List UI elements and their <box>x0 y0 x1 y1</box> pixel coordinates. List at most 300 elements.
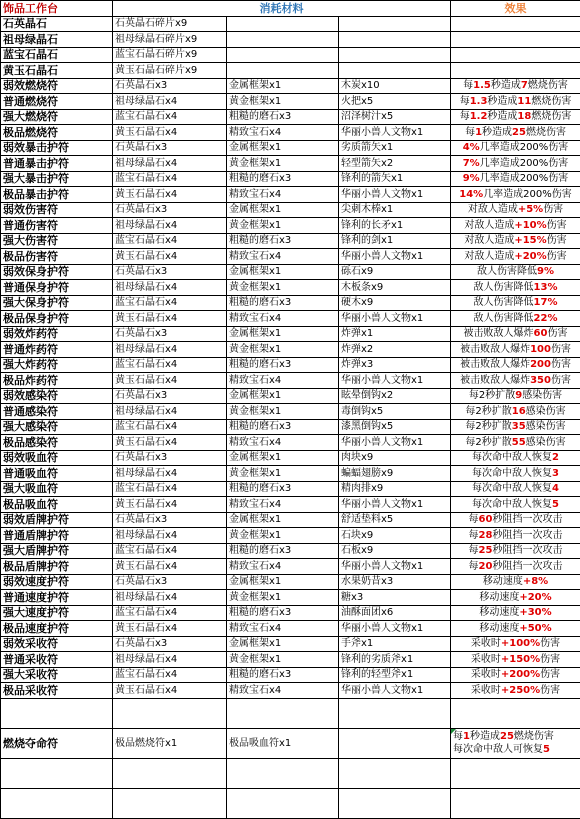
effect-cell[interactable] <box>451 218 580 234</box>
material-2[interactable]: 精致宝石x4 <box>227 497 339 513</box>
effect-cell[interactable] <box>451 512 580 528</box>
table-row <box>1 543 580 559</box>
item-name[interactable]: 极品速度护符 <box>1 621 113 637</box>
material-1[interactable]: 祖母绿晶石x4 <box>113 590 227 606</box>
material-3[interactable] <box>339 32 451 48</box>
effect-cell[interactable] <box>451 373 580 389</box>
material-1[interactable]: 黄玉石晶石x4 <box>113 125 227 141</box>
material-3[interactable]: 华丽小兽人文物x1 <box>339 249 451 265</box>
material-3[interactable]: 石板x9 <box>339 543 451 559</box>
material-2[interactable]: 精致宝石x4 <box>227 125 339 141</box>
material-3[interactable]: 华丽小兽人文物x1 <box>339 621 451 637</box>
effect-text: 秒造成 <box>482 127 512 138</box>
item-name[interactable]: 普通盾牌护符 <box>1 528 113 544</box>
material-1[interactable]: 蓝宝石晶石x4 <box>113 109 227 125</box>
material-2[interactable]: 精致宝石x4 <box>227 435 339 451</box>
table-row <box>1 404 580 420</box>
effect-value: 200 <box>530 359 551 370</box>
material-3[interactable]: 木板条x9 <box>339 280 451 296</box>
item-name[interactable]: 强大伤害符 <box>1 233 113 249</box>
item-name[interactable]: 极品炸药符 <box>1 373 113 389</box>
table-row <box>1 202 580 218</box>
effect-cell[interactable] <box>451 388 580 404</box>
item-name[interactable]: 普通炸药符 <box>1 342 113 358</box>
effect-cell[interactable] <box>451 404 580 420</box>
table-row <box>1 373 580 389</box>
item-name[interactable]: 弱效燃烧符 <box>1 78 113 94</box>
material-3[interactable]: 华丽小兽人文物x1 <box>339 125 451 141</box>
empty-cell[interactable] <box>113 788 227 818</box>
item-name[interactable]: 普通感染符 <box>1 404 113 420</box>
material-3[interactable]: 火把x5 <box>339 94 451 110</box>
effect-line <box>453 743 578 756</box>
item-name[interactable]: 普通速度护符 <box>1 590 113 606</box>
item-name[interactable]: 极品伤害符 <box>1 249 113 265</box>
material-3[interactable]: 木炭x10 <box>339 78 451 94</box>
material-2[interactable]: 粗糙的磨石x3 <box>227 109 339 125</box>
item-name[interactable]: 强大盾牌护符 <box>1 543 113 559</box>
effect-text: 每次命中敌人恢复 <box>472 483 552 494</box>
item-name[interactable]: 极品盾牌护符 <box>1 559 113 575</box>
effect-text: 对敌人造成 <box>464 235 514 246</box>
table-row <box>1 435 580 451</box>
material-2[interactable]: 金属框架x1 <box>227 574 339 590</box>
table-row <box>1 94 580 110</box>
effect-cell[interactable] <box>451 16 580 32</box>
effect-cell[interactable] <box>451 342 580 358</box>
material-2[interactable]: 精致宝石x4 <box>227 187 339 203</box>
header-materials[interactable]: 消耗材料 <box>113 1 451 17</box>
effect-cell[interactable] <box>451 728 580 758</box>
effect-text: 移动速度 <box>479 592 519 603</box>
material-2[interactable]: 黄金框架x1 <box>227 528 339 544</box>
effect-text: 伤害 <box>540 669 560 680</box>
effect-cell[interactable] <box>451 156 580 172</box>
effect-cell[interactable] <box>451 47 580 63</box>
material-1[interactable]: 祖母绿晶石x4 <box>113 218 227 234</box>
material-1[interactable]: 黄玉石晶石x4 <box>113 559 227 575</box>
material-3[interactable] <box>339 16 451 32</box>
material-3[interactable]: 漆黑倒钩x5 <box>339 419 451 435</box>
item-name[interactable]: 强大感染符 <box>1 419 113 435</box>
effect-cell[interactable] <box>451 667 580 683</box>
item-name[interactable]: 普通伤害符 <box>1 218 113 234</box>
material-1[interactable]: 祖母绿晶石碎片x9 <box>113 32 227 48</box>
material-3[interactable]: 石块x9 <box>339 528 451 544</box>
effect-text: 每 <box>469 545 479 556</box>
material-1[interactable]: 极品燃烧符x1 <box>113 728 227 758</box>
material-3[interactable]: 锋利的轻型斧x1 <box>339 667 451 683</box>
material-1[interactable]: 祖母绿晶石x4 <box>113 528 227 544</box>
material-2[interactable] <box>227 47 339 63</box>
material-2[interactable]: 粗糙的磨石x3 <box>227 295 339 311</box>
effect-text: 移动速度 <box>479 607 519 618</box>
effect-cell[interactable] <box>451 559 580 575</box>
material-2[interactable]: 黄金框架x1 <box>227 466 339 482</box>
item-name[interactable]: 普通采收符 <box>1 652 113 668</box>
item-name[interactable]: 强大吸血符 <box>1 481 113 497</box>
effect-cell[interactable] <box>451 621 580 637</box>
material-1[interactable]: 祖母绿晶石x4 <box>113 466 227 482</box>
blank-row <box>1 788 580 818</box>
empty-cell[interactable] <box>1 788 113 818</box>
item-name[interactable]: 极品感染符 <box>1 435 113 451</box>
effect-cell[interactable] <box>451 435 580 451</box>
material-2[interactable]: 精致宝石x4 <box>227 373 339 389</box>
material-3[interactable]: 油酥面团x6 <box>339 605 451 621</box>
material-2[interactable]: 精致宝石x4 <box>227 559 339 575</box>
material-3[interactable]: 精肉排x9 <box>339 481 451 497</box>
effect-text: 敌人伤害降低 <box>474 297 534 308</box>
material-2[interactable]: 金属框架x1 <box>227 326 339 342</box>
effect-cell[interactable] <box>451 683 580 699</box>
material-1[interactable]: 蓝宝石晶石x4 <box>113 233 227 249</box>
material-2[interactable]: 黄金框架x1 <box>227 156 339 172</box>
material-1[interactable]: 石英晶石x3 <box>113 636 227 652</box>
item-name[interactable]: 弱效保身护符 <box>1 264 113 280</box>
effect-cell[interactable] <box>451 171 580 187</box>
material-3[interactable]: 水果奶昔x3 <box>339 574 451 590</box>
material-3[interactable]: 华丽小兽人文物x1 <box>339 683 451 699</box>
effect-text: 每 <box>465 127 475 138</box>
effect-cell[interactable] <box>451 590 580 606</box>
material-3[interactable]: 华丽小兽人文物x1 <box>339 311 451 327</box>
material-2[interactable]: 粗糙的磨石x3 <box>227 419 339 435</box>
item-name[interactable]: 极品保身护符 <box>1 311 113 327</box>
material-1[interactable]: 蓝宝石晶石x4 <box>113 295 227 311</box>
item-name[interactable]: 强大采收符 <box>1 667 113 683</box>
material-2[interactable]: 黄金框架x1 <box>227 218 339 234</box>
effect-cell[interactable] <box>451 357 580 373</box>
material-3[interactable]: 劣质箭矢x1 <box>339 140 451 156</box>
effect-text: 伤害 <box>540 654 560 665</box>
effect-cell[interactable] <box>451 481 580 497</box>
material-1[interactable]: 黄玉石晶石x4 <box>113 435 227 451</box>
table-row <box>1 156 580 172</box>
material-2[interactable]: 极品吸血符x1 <box>227 728 339 758</box>
empty-cell[interactable] <box>227 698 339 728</box>
empty-cell[interactable] <box>1 698 113 728</box>
effect-cell[interactable] <box>451 109 580 125</box>
item-name[interactable]: 弱效速度护符 <box>1 574 113 590</box>
item-name[interactable]: 极品吸血符 <box>1 497 113 513</box>
material-2[interactable]: 粗糙的磨石x3 <box>227 481 339 497</box>
table-row <box>1 652 580 668</box>
material-2[interactable]: 金属框架x1 <box>227 636 339 652</box>
material-3[interactable]: 尖刺木棒x1 <box>339 202 451 218</box>
material-2[interactable]: 黄金框架x1 <box>227 652 339 668</box>
material-1[interactable]: 祖母绿晶石x4 <box>113 652 227 668</box>
empty-cell[interactable] <box>227 788 339 818</box>
effect-text: 每2秒扩散 <box>465 421 511 432</box>
effect-cell[interactable] <box>451 574 580 590</box>
material-1[interactable]: 蓝宝石晶石x4 <box>113 357 227 373</box>
effect-value: 1.2 <box>470 111 488 122</box>
effect-cell[interactable] <box>451 636 580 652</box>
effect-text: 秒阻挡一次攻击 <box>492 514 562 525</box>
material-1[interactable]: 黄玉石晶石x4 <box>113 683 227 699</box>
item-name[interactable]: 强大保身护符 <box>1 295 113 311</box>
effect-value: 5 <box>543 744 550 755</box>
effect-cell[interactable] <box>451 311 580 327</box>
item-name[interactable]: 石英晶石 <box>1 16 113 32</box>
effect-cell[interactable] <box>451 466 580 482</box>
material-1[interactable]: 石英晶石x3 <box>113 264 227 280</box>
material-3[interactable]: 华丽小兽人文物x1 <box>339 435 451 451</box>
effect-cell[interactable] <box>451 326 580 342</box>
material-2[interactable]: 粗糙的磨石x3 <box>227 357 339 373</box>
empty-cell[interactable] <box>339 698 451 728</box>
table-row <box>1 621 580 637</box>
table-row <box>1 125 580 141</box>
table-row <box>1 512 580 528</box>
material-2[interactable]: 粗糙的磨石x3 <box>227 233 339 249</box>
material-2[interactable] <box>227 32 339 48</box>
material-2[interactable]: 黄金框架x1 <box>227 342 339 358</box>
material-1[interactable]: 蓝宝石晶石x4 <box>113 171 227 187</box>
effect-value: +200% <box>501 669 540 680</box>
material-1[interactable]: 祖母绿晶石x4 <box>113 404 227 420</box>
table-row <box>1 636 580 652</box>
effect-text: 秒造成 <box>487 111 517 122</box>
material-2[interactable]: 金属框架x1 <box>227 264 339 280</box>
empty-cell[interactable] <box>113 698 227 728</box>
material-1[interactable]: 黄玉石晶石x4 <box>113 621 227 637</box>
material-3[interactable]: 华丽小兽人文物x1 <box>339 497 451 513</box>
material-3[interactable] <box>339 728 451 758</box>
material-3[interactable]: 硬木x9 <box>339 295 451 311</box>
item-name[interactable]: 强大暴击护符 <box>1 171 113 187</box>
material-3[interactable]: 砾石x9 <box>339 264 451 280</box>
item-name[interactable]: 强大燃烧符 <box>1 109 113 125</box>
material-3[interactable]: 蝙蝠翅膀x9 <box>339 466 451 482</box>
material-2[interactable]: 黄金框架x1 <box>227 280 339 296</box>
effect-cell[interactable] <box>451 187 580 203</box>
item-name[interactable]: 燃烧夺命符 <box>1 728 113 758</box>
material-2[interactable]: 粗糙的磨石x3 <box>227 605 339 621</box>
material-2[interactable] <box>227 16 339 32</box>
item-name[interactable]: 极品燃烧符 <box>1 125 113 141</box>
material-3[interactable]: 锋利的箭矢x1 <box>339 171 451 187</box>
effect-cell[interactable] <box>451 295 580 311</box>
material-3[interactable]: 肉块x9 <box>339 450 451 466</box>
material-2[interactable]: 黄金框架x1 <box>227 94 339 110</box>
material-3[interactable]: 手斧x1 <box>339 636 451 652</box>
table-row <box>1 326 580 342</box>
empty-cell[interactable] <box>113 758 227 788</box>
effect-cell[interactable] <box>451 419 580 435</box>
material-2[interactable]: 粗糙的磨石x3 <box>227 667 339 683</box>
material-3[interactable]: 炸弹x3 <box>339 357 451 373</box>
table-row <box>1 357 580 373</box>
material-1[interactable]: 蓝宝石晶石x4 <box>113 605 227 621</box>
material-2[interactable] <box>227 63 339 79</box>
effect-value: 1.5 <box>473 80 491 91</box>
material-2[interactable]: 金属框架x1 <box>227 388 339 404</box>
empty-cell[interactable] <box>227 758 339 788</box>
empty-cell[interactable] <box>451 788 580 818</box>
header-row <box>1 1 580 17</box>
item-name[interactable]: 极品采收符 <box>1 683 113 699</box>
material-2[interactable]: 精致宝石x4 <box>227 621 339 637</box>
item-name[interactable]: 强大炸药符 <box>1 357 113 373</box>
item-name[interactable]: 弱效伤害符 <box>1 202 113 218</box>
effect-cell[interactable] <box>451 233 580 249</box>
effect-cell[interactable] <box>451 125 580 141</box>
material-3[interactable]: 锋利的长矛x1 <box>339 218 451 234</box>
material-1[interactable]: 黄玉石晶石x4 <box>113 497 227 513</box>
item-name[interactable]: 弱效感染符 <box>1 388 113 404</box>
item-name[interactable]: 普通保身护符 <box>1 280 113 296</box>
material-3[interactable]: 毒倒钩x5 <box>339 404 451 420</box>
effect-cell[interactable] <box>451 94 580 110</box>
table-row <box>1 218 580 234</box>
item-name[interactable]: 弱效采收符 <box>1 636 113 652</box>
material-1[interactable]: 祖母绿晶石x4 <box>113 94 227 110</box>
empty-cell[interactable] <box>451 758 580 788</box>
item-name[interactable]: 强大速度护符 <box>1 605 113 621</box>
material-3[interactable]: 沼泽树汁x5 <box>339 109 451 125</box>
material-3[interactable]: 炸弹x2 <box>339 342 451 358</box>
effect-cell[interactable] <box>451 450 580 466</box>
material-3[interactable]: 炸弹x1 <box>339 326 451 342</box>
material-1[interactable]: 祖母绿晶石x4 <box>113 156 227 172</box>
table-row <box>1 187 580 203</box>
effect-text: 燃烧伤害 <box>531 111 571 122</box>
material-2[interactable]: 金属框架x1 <box>227 202 339 218</box>
effect-text: 采收时 <box>471 685 501 696</box>
item-name[interactable]: 蓝宝石晶石 <box>1 47 113 63</box>
material-1[interactable]: 蓝宝石晶石碎片x9 <box>113 47 227 63</box>
item-name[interactable]: 弱效吸血符 <box>1 450 113 466</box>
table-row <box>1 16 580 32</box>
table-row <box>1 481 580 497</box>
effect-value: 9 <box>515 390 522 401</box>
material-3[interactable]: 华丽小兽人文物x1 <box>339 187 451 203</box>
effect-text: 燃烧伤害 <box>531 96 571 107</box>
material-3[interactable]: 舒适垫料x5 <box>339 512 451 528</box>
material-2[interactable]: 精致宝石x4 <box>227 683 339 699</box>
material-1[interactable]: 石英晶石x3 <box>113 388 227 404</box>
effect-text: 每 <box>453 731 463 742</box>
effect-text: 伤害 <box>547 220 567 231</box>
material-1[interactable]: 祖母绿晶石x4 <box>113 280 227 296</box>
effect-cell[interactable] <box>451 264 580 280</box>
empty-cell[interactable] <box>451 698 580 728</box>
material-1[interactable]: 黄玉石晶石碎片x9 <box>113 63 227 79</box>
effect-text: 秒阻挡一次攻击 <box>492 530 562 541</box>
header-effect[interactable]: 效果 <box>451 1 580 17</box>
material-1[interactable]: 蓝宝石晶石x4 <box>113 481 227 497</box>
effect-text: 每次命中敌人可恢复 <box>453 744 543 755</box>
item-name[interactable]: 弱效盾牌护符 <box>1 512 113 528</box>
material-3[interactable]: 华丽小兽人文物x1 <box>339 373 451 389</box>
material-1[interactable]: 石英晶石x3 <box>113 78 227 94</box>
material-3[interactable]: 华丽小兽人文物x1 <box>339 559 451 575</box>
table-row <box>1 63 580 79</box>
effect-text: 对敌人造成 <box>468 204 518 215</box>
effect-cell[interactable] <box>451 202 580 218</box>
effect-cell[interactable] <box>451 280 580 296</box>
material-1[interactable]: 石英晶石x3 <box>113 574 227 590</box>
material-2[interactable]: 黄金框架x1 <box>227 590 339 606</box>
material-1[interactable]: 石英晶石x3 <box>113 326 227 342</box>
material-2[interactable]: 金属框架x1 <box>227 140 339 156</box>
item-name[interactable]: 祖母绿晶石 <box>1 32 113 48</box>
material-1[interactable]: 石英晶石x3 <box>113 450 227 466</box>
item-name[interactable]: 弱效暴击护符 <box>1 140 113 156</box>
effect-cell[interactable] <box>451 497 580 513</box>
item-name[interactable]: 弱效炸药符 <box>1 326 113 342</box>
material-1[interactable]: 石英晶石碎片x9 <box>113 16 227 32</box>
material-2[interactable]: 金属框架x1 <box>227 450 339 466</box>
empty-cell[interactable] <box>339 758 451 788</box>
effect-cell[interactable] <box>451 63 580 79</box>
empty-cell[interactable] <box>339 788 451 818</box>
material-1[interactable]: 祖母绿晶石x4 <box>113 342 227 358</box>
effect-cell[interactable] <box>451 249 580 265</box>
effect-text: 被击败敌人爆炸 <box>460 344 530 355</box>
effect-text: 伤害 <box>543 204 563 215</box>
effect-cell[interactable] <box>451 140 580 156</box>
empty-cell[interactable] <box>1 758 113 788</box>
header-workbench[interactable]: 饰品工作台 <box>1 1 113 17</box>
material-3[interactable]: 锋利的劣质斧x1 <box>339 652 451 668</box>
effect-value: 14% <box>459 189 483 200</box>
material-1[interactable]: 石英晶石x3 <box>113 512 227 528</box>
material-2[interactable]: 精致宝石x4 <box>227 311 339 327</box>
material-1[interactable]: 黄玉石晶石x4 <box>113 311 227 327</box>
material-3[interactable]: 眩晕倒钩x2 <box>339 388 451 404</box>
effect-cell[interactable] <box>451 78 580 94</box>
effect-cell[interactable] <box>451 32 580 48</box>
material-2[interactable]: 金属框架x1 <box>227 78 339 94</box>
effect-value: +100% <box>501 638 540 649</box>
effect-cell[interactable] <box>451 543 580 559</box>
effect-value: 5 <box>552 499 559 510</box>
material-1[interactable]: 石英晶石x3 <box>113 202 227 218</box>
item-name[interactable]: 普通暴击护符 <box>1 156 113 172</box>
material-1[interactable]: 黄玉石晶石x4 <box>113 249 227 265</box>
material-3[interactable]: 糖x3 <box>339 590 451 606</box>
material-2[interactable]: 粗糙的磨石x3 <box>227 543 339 559</box>
material-1[interactable]: 蓝宝石晶石x4 <box>113 419 227 435</box>
material-1[interactable]: 黄玉石晶石x4 <box>113 373 227 389</box>
material-2[interactable]: 黄金框架x1 <box>227 404 339 420</box>
effect-text: 伤害 <box>547 235 567 246</box>
material-3[interactable] <box>339 47 451 63</box>
material-2[interactable]: 粗糙的磨石x3 <box>227 171 339 187</box>
blank-row <box>1 758 580 788</box>
item-name[interactable]: 普通吸血符 <box>1 466 113 482</box>
material-1[interactable]: 石英晶石x3 <box>113 140 227 156</box>
material-1[interactable]: 蓝宝石晶石x4 <box>113 543 227 559</box>
item-name[interactable]: 普通燃烧符 <box>1 94 113 110</box>
material-1[interactable]: 蓝宝石晶石x4 <box>113 667 227 683</box>
material-2[interactable]: 金属框架x1 <box>227 512 339 528</box>
effect-cell[interactable] <box>451 605 580 621</box>
material-3[interactable]: 轻型箭矢x2 <box>339 156 451 172</box>
material-3[interactable] <box>339 63 451 79</box>
effect-text: 伤害 <box>551 359 571 370</box>
material-2[interactable]: 精致宝石x4 <box>227 249 339 265</box>
effect-cell[interactable] <box>451 528 580 544</box>
item-name[interactable]: 黄玉石晶石 <box>1 63 113 79</box>
effect-cell[interactable] <box>451 652 580 668</box>
material-3[interactable]: 锋利的剑x1 <box>339 233 451 249</box>
material-1[interactable]: 黄玉石晶石x4 <box>113 187 227 203</box>
item-name[interactable]: 极品暴击护符 <box>1 187 113 203</box>
